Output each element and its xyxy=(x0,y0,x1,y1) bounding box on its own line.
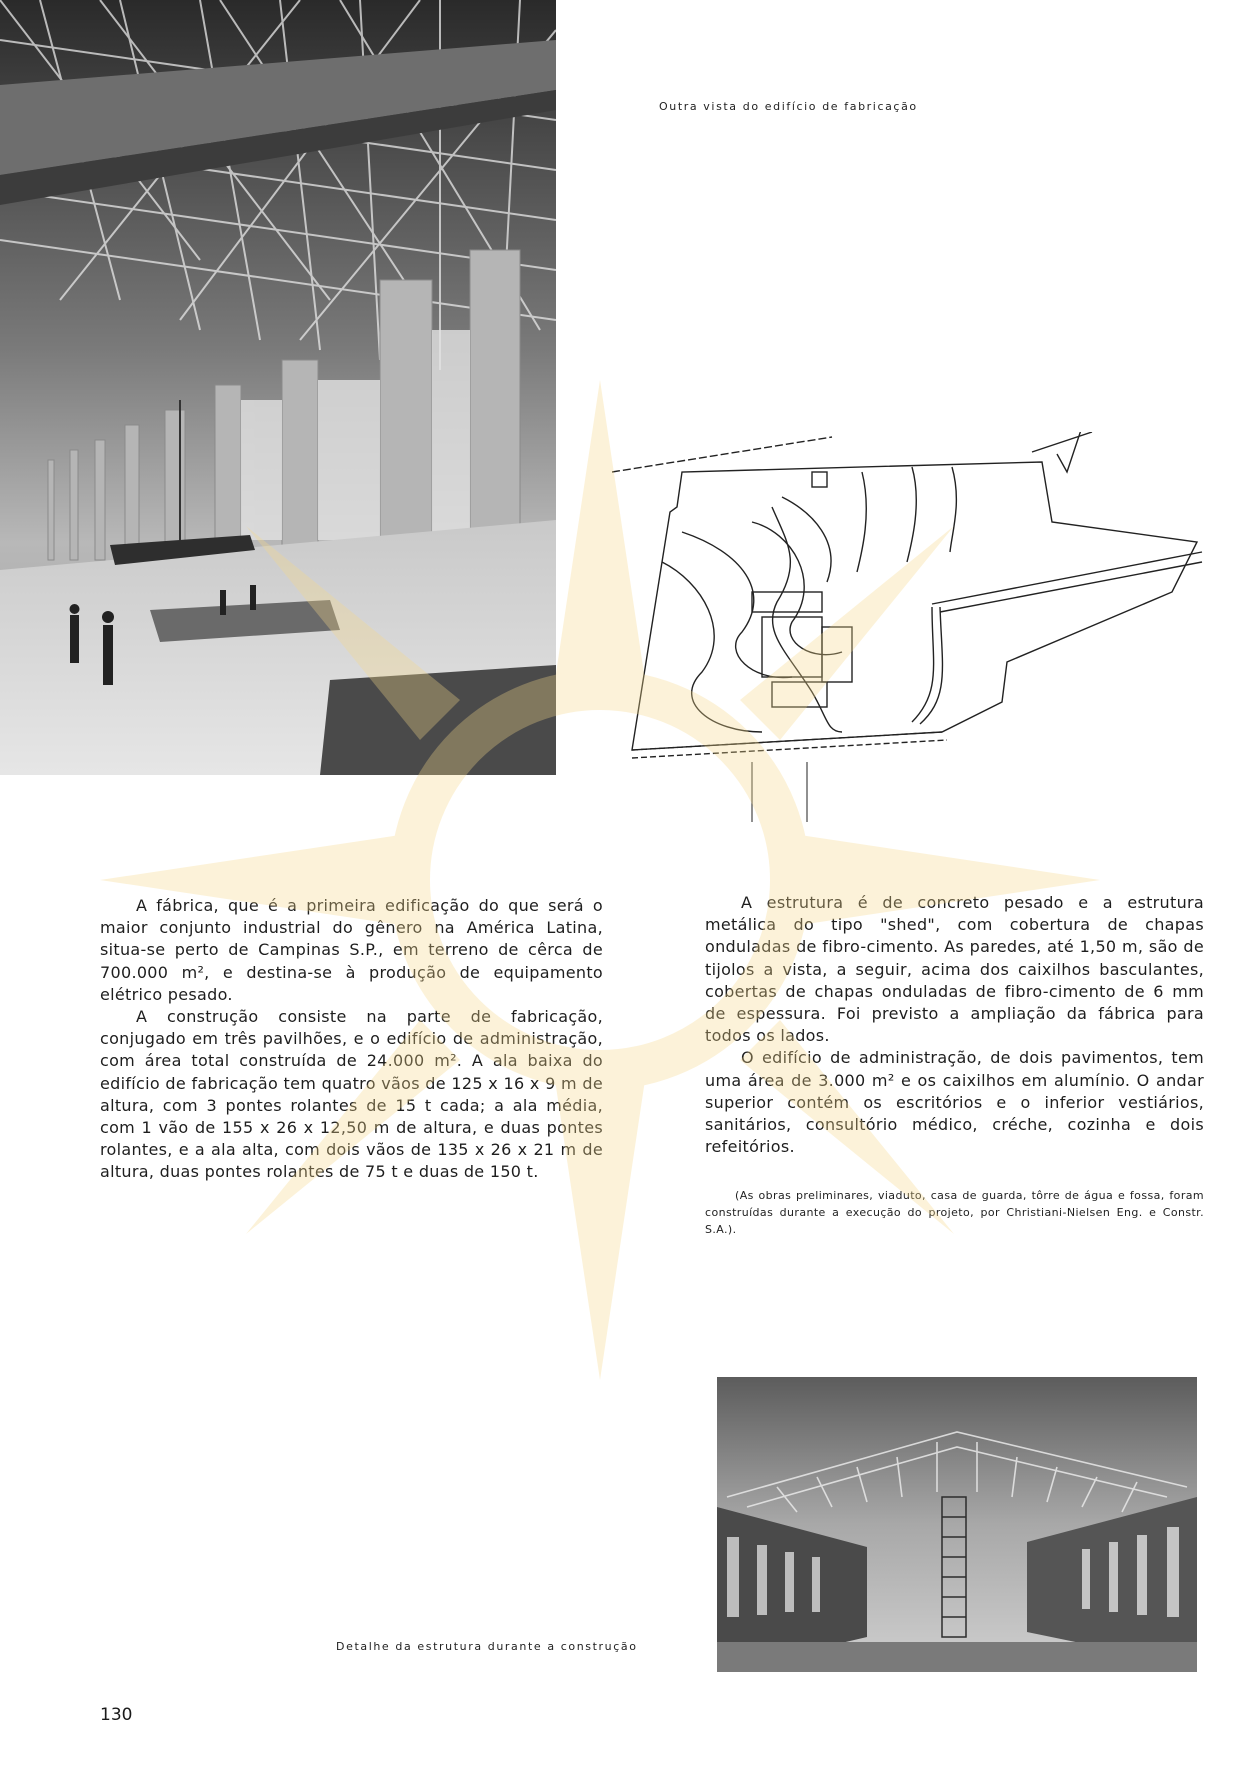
paragraph: A fábrica, que é a primeira edificação do que será o maior conjunto industrial do gênero na América Latina, situa-se perto de Campinas S.P., em terreno de cêrca de 700.000 m², e destina-se à produção de equipamento elétrico pesado. xyxy=(100,896,603,1004)
body-text-right xyxy=(705,892,1204,1158)
paragraph: A construção consiste na parte de fabricação, conjugado em três pavilhões, e o edifício de administração, com área total construída de 24.000 m². A ala baixa do edifício de fabricação tem quatro vãos de 125 x 16 x 9 m de altura, com 3 pontes rolantes de 15 t cada; a ala média, com 1 vão de 155 x 26 x 12,50 m de altura, e duas pontes rolantes, e a ala alta, com dois vãos de 135 x 26 x 21 m de altura, duas pontes rolantes de 75 t e duas de 150 t. xyxy=(100,1007,603,1182)
paragraph: O edifício de administração, de dois pavimentos, tem uma área de 3.000 m² e os caixilhos em alumínio. O andar superior contém os escritórios e o inferior vestiários, sanitários, consultório médico, créche, cozinha e dois refeitórios. xyxy=(705,1048,1204,1157)
construction-photo xyxy=(717,1377,1197,1672)
body-text-left xyxy=(100,895,603,1184)
caption-factory-view: Outra vista do edifício de fabricação xyxy=(659,100,918,113)
paragraph: A estrutura é de concreto pesado e a estrutura metálica do tipo "shed", com cobertura de chapas onduladas de fibro-cimento. As paredes, até 1,50 m, são de tijolos a vista, a seguir, acima dos caixilhos basculantes, cobertas de chapas onduladas de fibro-cimento de 6 mm de espessura. Foi previsto a ampliação da fábrica para todos os lados. xyxy=(705,893,1204,1046)
caption-construction: Detalhe da estrutura durante a construção xyxy=(336,1640,638,1653)
page-number: 130 xyxy=(100,1705,133,1725)
footnote xyxy=(705,1187,1204,1238)
site-plan-drawing xyxy=(612,432,1212,827)
factory-interior-photo xyxy=(0,0,556,775)
footnote-text: (As obras preliminares, viaduto, casa de guarda, tôrre de água e fossa, foram construídas durante a execução do projeto, por Christiani-Nielsen Eng. e Constr. S.A.). xyxy=(705,1189,1204,1236)
